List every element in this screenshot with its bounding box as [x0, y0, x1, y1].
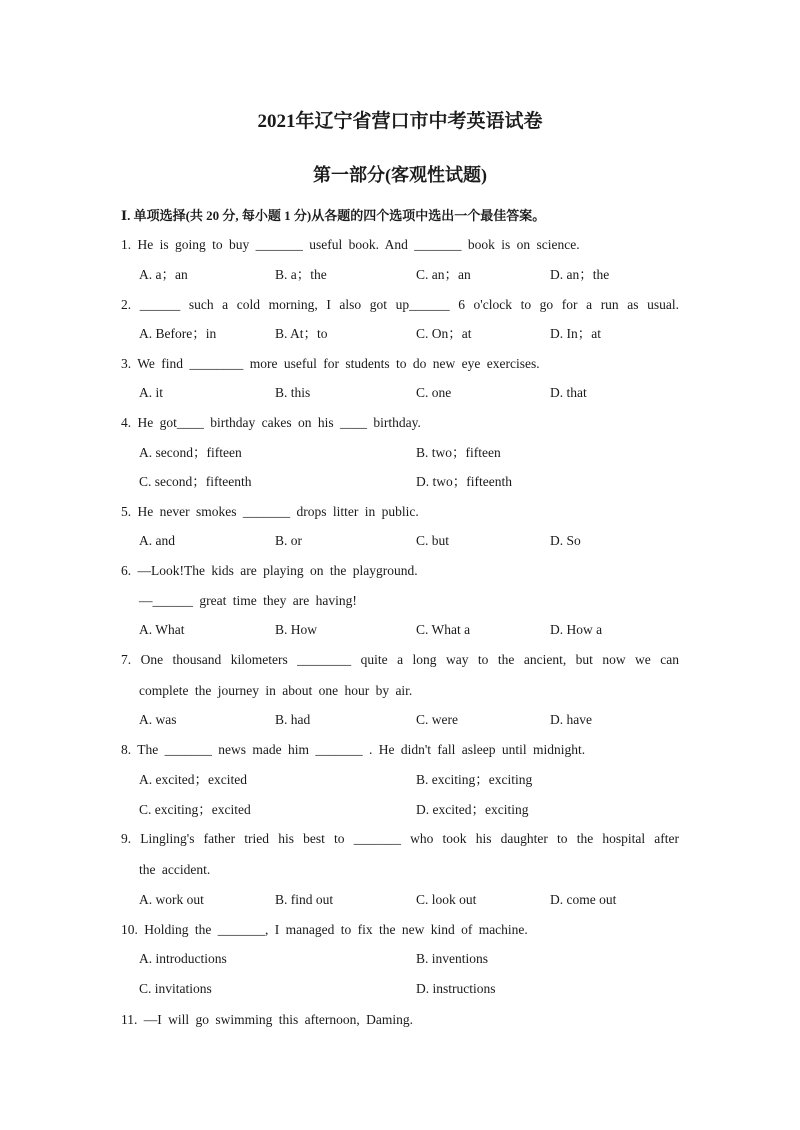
- q8-option-b: B. exciting；exciting: [416, 772, 533, 787]
- q9-option-c: C. look out: [416, 892, 477, 907]
- q7-option-d: D. have: [550, 712, 592, 727]
- question-2-stem: 2. ______ such a cold morning, I also got up______ 6 o'clock to go for a run as usual.: [121, 297, 679, 312]
- q1-option-c: C. an；an: [416, 267, 471, 282]
- question-6-stem-line-2: —______ great time they are having!: [139, 593, 357, 608]
- q2-option-c: C. On；at: [416, 326, 472, 341]
- q4-option-b: B. two；fifteen: [416, 445, 501, 460]
- q8-option-a: A. excited；excited: [139, 772, 247, 787]
- part-subtitle: 第一部分(客观性试题): [313, 165, 487, 185]
- q9-option-a: A. work out: [139, 892, 204, 907]
- q5-option-a: A. and: [139, 533, 175, 548]
- q1-option-d: D. an；the: [550, 267, 610, 282]
- question-3-stem: 3. We find ________ more useful for students to do new eye exercises.: [121, 356, 540, 371]
- q1-option-a: A. a；an: [139, 267, 188, 282]
- q3-option-b: B. this: [275, 385, 311, 400]
- q3-option-d: D. that: [550, 385, 587, 400]
- question-7-stem-line-2: complete the journey in about one hour by air.: [139, 683, 413, 698]
- q4-option-c: C. second；fifteenth: [139, 474, 252, 489]
- question-4-stem: 4. He got____ birthday cakes on his ____ birthday.: [121, 415, 421, 430]
- question-9-stem: 9. Lingling's father tried his best to _______ who took his daughter to the hospital after: [121, 831, 679, 846]
- q6-option-d: D. How a: [550, 622, 603, 637]
- question-1-stem: 1. He is going to buy _______ useful book. And _______ book is on science.: [121, 237, 580, 252]
- q5-option-b: B. or: [275, 533, 302, 548]
- q6-option-a: A. What: [139, 622, 185, 637]
- q2-option-a: A. Before；in: [139, 326, 217, 341]
- q7-option-b: B. had: [275, 712, 311, 727]
- q10-option-a: A. introductions: [139, 951, 227, 966]
- question-11-stem: 11. —I will go swimming this afternoon, Daming.: [121, 1012, 413, 1027]
- question-6-stem: 6. —Look!The kids are playing on the playground.: [121, 563, 418, 578]
- page-title: 2021年辽宁省营口市中考英语试卷: [257, 111, 543, 132]
- q4-option-a: A. second；fifteen: [139, 445, 242, 460]
- q6-option-c: C. What a: [416, 622, 471, 637]
- q3-option-a: A. it: [139, 385, 164, 400]
- q2-option-b: B. At；to: [275, 326, 328, 341]
- question-8-stem: 8. The _______ news made him _______ . He didn't fall asleep until midnight.: [121, 742, 586, 757]
- q7-option-c: C. were: [416, 712, 458, 727]
- q10-option-c: C. invitations: [139, 981, 212, 996]
- q8-option-d: D. excited；exciting: [416, 802, 529, 817]
- q5-option-c: C. but: [416, 533, 450, 548]
- question-7-stem: 7. One thousand kilometers ________ quite a long way to the ancient, but now we can: [121, 652, 679, 667]
- q5-option-d: D. So: [550, 533, 581, 548]
- question-9-stem-line-2: the accident.: [139, 862, 211, 877]
- q9-option-b: B. find out: [275, 892, 334, 907]
- q7-option-a: A. was: [139, 712, 177, 727]
- question-5-stem: 5. He never smokes _______ drops litter in public.: [121, 504, 419, 519]
- q10-option-b: B. inventions: [416, 951, 489, 966]
- section-heading: Ⅰ. 单项选择(共 20 分, 每小题 1 分)从各题的四个选项中选出一个最佳答案。: [121, 208, 546, 223]
- question-10-stem: 10. Holding the _______, I managed to fix the new kind of machine.: [121, 922, 528, 937]
- q8-option-c: C. exciting；excited: [139, 802, 251, 817]
- q9-option-d: D. come out: [550, 892, 617, 907]
- q4-option-d: D. two；fifteenth: [416, 474, 512, 489]
- q1-option-b: B. a；the: [275, 267, 327, 282]
- q10-option-d: D. instructions: [416, 981, 496, 996]
- q2-option-d: D. In；at: [550, 326, 601, 341]
- q6-option-b: B. How: [275, 622, 318, 637]
- q3-option-c: C. one: [416, 385, 452, 400]
